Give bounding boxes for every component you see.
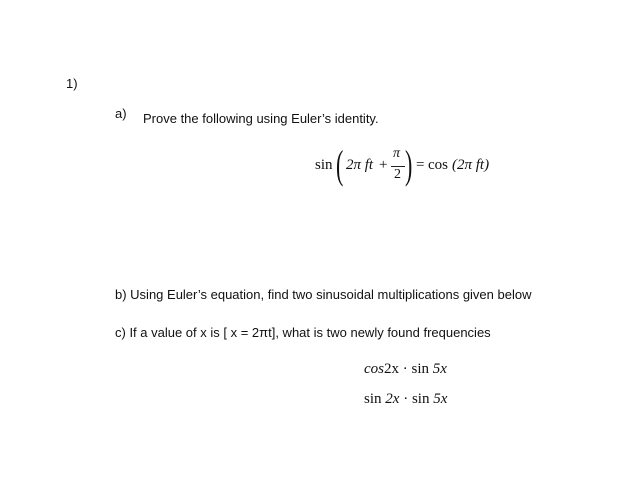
expr1-func1: cos	[364, 361, 384, 377]
expr2-dot: ·	[403, 391, 409, 407]
expr1-arg2: 5x	[432, 361, 447, 377]
expression-2	[364, 391, 447, 408]
question-number: 1)	[66, 76, 78, 91]
eq-frac-denominator: 2	[394, 167, 401, 182]
eq-rhs-argument: (2π ft)	[452, 157, 490, 173]
expr1-arg1: 2x	[384, 361, 399, 377]
eq-cos: cos	[428, 157, 448, 173]
eq-left-paren: (	[336, 142, 344, 187]
eq-plus: +	[379, 157, 388, 173]
expr1-dot: ·	[402, 361, 408, 377]
eq-right-paren: )	[405, 142, 413, 187]
eq-equals: =	[416, 157, 425, 173]
expr2-arg1: 2x	[385, 391, 400, 407]
part-b-text: b) Using Euler’s equation, find two sinusoidal multiplications given below	[115, 287, 532, 302]
eq-frac-numerator: π	[393, 146, 401, 161]
part-a-label: a)	[115, 106, 127, 121]
eq-sin: sin	[315, 157, 333, 173]
part-a-text: Prove the following using Euler’s identity.	[143, 111, 379, 126]
expr2-func1: sin	[364, 391, 382, 407]
expr1-func2: sin	[411, 361, 430, 377]
expr2-arg2: 5x	[433, 391, 448, 407]
expression-1	[364, 361, 447, 378]
expr2-func2: sin	[411, 391, 430, 407]
eq-arg-left: 2π ft	[346, 157, 374, 173]
part-c-text: c) If a value of x is [ x = 2πt], what is two newly found frequencies	[115, 325, 491, 340]
